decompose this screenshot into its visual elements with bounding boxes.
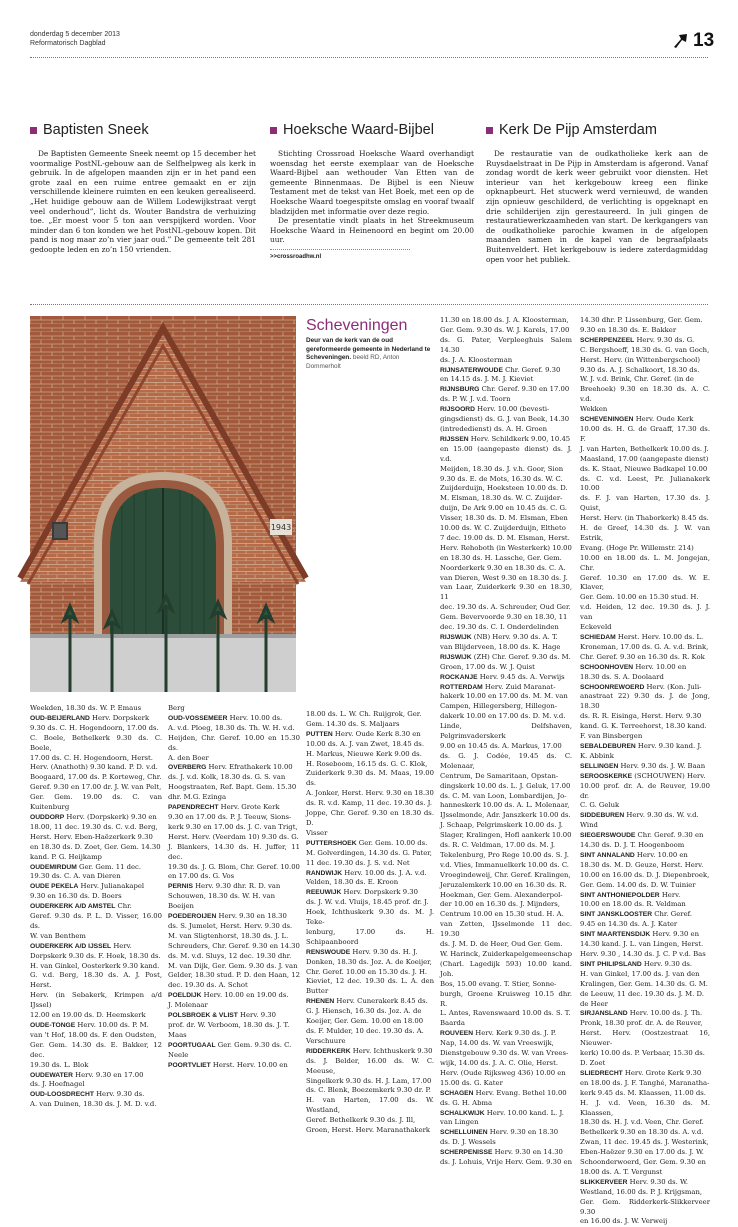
bullet-square-icon xyxy=(270,127,277,134)
listing-line: ds. K. Staat, Nieuwe Badkapel 10.00 xyxy=(580,464,708,473)
listing-line: Ger. Gem. 14.00 ds. D. W. Tuinier xyxy=(580,880,696,889)
listing-line: (intrededienst) ds. A. H. Groen xyxy=(440,424,548,433)
listing-line: ds. R. v.d. Kamp, 11 dec. 19.30 ds. J. xyxy=(306,799,433,808)
listing-line: C. G. Geluk xyxy=(580,801,620,810)
listing-line: POORTVLIET Herst. Herv. 10.00 en xyxy=(168,1060,288,1069)
listing-column-2b xyxy=(306,710,434,1135)
listing-line: Herst. Herv. (Oostzestraat 16, Nieuwer- xyxy=(580,1029,710,1048)
paper-name: Reformatorisch Dagblad xyxy=(30,40,106,47)
listing-line: OUDEWATER Herv. 9.30 en 17.00 xyxy=(30,1070,144,1079)
listing-line: REEUWIJK Herv. Dorpskerk 9.30 xyxy=(306,888,418,897)
listing-line: dhr. M.G. Ezinga xyxy=(168,793,227,802)
listing-line: PAPENDRECHT Herv. Grote Kerk xyxy=(168,803,280,812)
listing-line: 15.00 ds. G. Kater xyxy=(440,1078,503,1087)
listing-line: SINT MAARTENSDIJK Herv. 9.30 en xyxy=(580,930,699,939)
listing-line: SCHAGEN Herv. Evang. Bethel 10.00 xyxy=(440,1088,567,1097)
listing-line: Velden, 18.30 ds. E. Kroon xyxy=(306,878,399,887)
listing-line: Herst. Herv. Eben-Haëzerkerk 9.30 xyxy=(30,832,153,841)
article-link[interactable]: >>crossroadhw.nl xyxy=(270,249,410,263)
listing-line: 18.30 ds. S. A. Doolaard xyxy=(580,672,664,681)
listing-line: ROUVEEN Herv. Kerk 9.30 ds. J. P. xyxy=(440,1029,557,1038)
divider xyxy=(30,57,708,58)
listing-line: M. Elsman, 18.30 ds. W. C. Zuijder- xyxy=(440,494,563,503)
listing-line: Linde, Delfshaven, Pelgrimvaderskerk xyxy=(440,722,572,741)
listing-line: Jeruzalemkerk 10.00 en 16.30 ds. R. xyxy=(440,880,567,889)
listing-line: van Lingen xyxy=(440,1118,479,1127)
listing-line: ds. J. Lohuis, Vrije Herv. Gem. 9.30 en xyxy=(440,1158,573,1167)
listing-line: H. van Harten, 17.00 ds. W. Westland, xyxy=(306,1096,434,1115)
bullet-square-icon xyxy=(486,127,493,134)
divider xyxy=(30,304,708,305)
listing-line: ds. G. J. Codée, 19.45 ds. C. Molenaar, xyxy=(440,751,572,770)
listing-line: wijk, 14.00 ds. J. A. C. Olie, Herst. xyxy=(440,1058,558,1067)
feature-title: Scheveningen xyxy=(306,317,408,334)
listing-line: Zuiderkerk 9.30 ds. M. Maas, 19.00 ds. xyxy=(306,769,434,788)
listing-line: L. Antes, Ravenswaard 10.00 ds. S. T. xyxy=(440,1009,571,1018)
listing-line: OUDERKERK A/D IJSSEL Herv. xyxy=(30,941,132,950)
listing-line: ds. G. Pater, Verpleeghuis Salem 14.30 xyxy=(440,335,572,354)
listing-line: H. Roseboom, 16.15 ds. G. C. Klok, xyxy=(306,759,428,768)
listing-line: 19.30 ds. L. Blok xyxy=(30,1060,89,1069)
listing-line: ds. F. Mulder, 10 dec. 19.30 ds. A. xyxy=(306,1027,424,1035)
listing-line: ds. G. H. Abma xyxy=(440,1098,493,1107)
listing-line: ds. F. J. van Harten, 17.30 ds. J. Quist, xyxy=(580,494,710,513)
listing-line: Schreuders, Chr. Geref. 9.30 en 14.30 xyxy=(168,941,300,950)
listing-line: Kieviet, 12 dec. 19.30 ds. L. A. den Butter xyxy=(306,977,434,996)
listing-line: dec. 19.30 ds. A. Schot xyxy=(168,981,248,990)
article-title: Hoeksche Waard-Bijbel xyxy=(270,120,474,140)
article-paragraph: De restauratie van de oudkatholieke kerk aan de Ruysdaelstraat in De Pijp in Amsterdam is afgerond. Vanaf zondag wordt de kerk weer gebruikt voor diensten. Het interieur van het kerkgebouw kreeg een flinke opknapbeurt. Het stucwerk werd vernieuwd, de wanden zijn opnieuw geschilderd, de verlichting is opgeknapt en drie schilderijen zijn gerestaureerd. In juli gingen de restauratiewerkzaamheden van start. De kerkgangers van de oudkatholieke parochie kwamen in de afgelopen maanden samen in de kapel van de begraafplaats Buitenveldert. Het kerkgebouw is iedere zaterdagmiddag open voor het publiek. xyxy=(486,149,708,264)
listing-line: Gelder, 18.30 stud. P. D. den Haan, 12 xyxy=(168,971,300,980)
listing-line: kand. P. G. Heijkamp xyxy=(30,852,102,861)
listing-line: (Charl. Lagedijk 593) 10.00 kand. Joh. xyxy=(440,959,572,978)
listing-line: H. van Ginkel, Oosterkerk 9.30 kand. xyxy=(30,961,160,970)
listing-line: G. v.d. Berg, 18.30 ds. A. J. Post, Herst. xyxy=(30,971,162,990)
listing-line: A. van Duinen, 18.30 ds. J. M. D. v.d. xyxy=(30,1100,157,1109)
listing-line: 9.30 ds. C. H. Hogendoorn, 17.00 ds. xyxy=(30,723,159,732)
listing-line: H. de Greef, 14.30 ds. J. W. van Estrik, xyxy=(580,524,710,542)
listing-line: 10.00 prof. dr. A. de Reuver, 19.00 dr. xyxy=(580,781,710,800)
listing-line: 18.30 ds. M. D. Geuze, Herst. Herv. xyxy=(580,860,704,869)
listing-line: Herv. (in Sebakerk, Krimpen a/d IJssel) xyxy=(30,991,162,1010)
listing-line: Wind xyxy=(580,821,598,830)
listing-line: Geref. Bethelkerk 9.30 ds. J. Ill, xyxy=(306,1116,416,1125)
listing-line: en 18.00 ds. J. F. Tanghé, Maranatha- xyxy=(580,1078,710,1087)
listing-line: Schoonderwoerd, Ger. Gem. 9.30 en xyxy=(580,1158,706,1167)
listing-line: C. Boele, Bethelkerk 9.30 ds. C. Boele, xyxy=(30,733,162,752)
listing-line: Gem. Bevervoorde 9.30 en 18.30, 11 xyxy=(440,613,568,622)
listing-line: 10.00 en 18.00 ds. R. Veldman xyxy=(580,900,686,909)
listing-line: 14.30 dhr. P. Lissenburg, Ger. Gem. xyxy=(580,316,703,324)
listing-line: ds. C. Blenk, Boezemkerk 9.30 dr. P. xyxy=(306,1086,431,1095)
listing-line: G. J. Hiensch, 16.30 ds. Joz. A. de xyxy=(306,1007,422,1016)
listing-line: Herv. Rehoboth (in Westerkerk) 10.00 xyxy=(440,543,572,552)
listing-line: RIJSSEN Herv. Schildkerk 9.00, 10.45 xyxy=(440,434,571,443)
listing-line: SCHELLUINEN Herv. 9.30 en 18.30 xyxy=(440,1128,559,1137)
bullet-square-icon xyxy=(30,127,37,134)
listing-column-4 xyxy=(580,316,710,1226)
listing-line: 10.00 ds. W. C. Zuijderduijn, Elthetо xyxy=(440,524,566,533)
listing-line: RIJSWIJK (ZH) Chr. Geref. 9.30 ds. M. xyxy=(440,652,571,661)
listing-line: der 10.00 en 16.30 ds. J. Mijnders, xyxy=(440,900,560,909)
listing-line: 10.00 ds. H. G. de Graaff, 17.30 ds. F. xyxy=(580,424,710,443)
listing-line: Eben-Haëzer 9.30 en 17.00 ds. J. W. xyxy=(580,1148,704,1157)
listing-line: van Laar, Zuiderkerk 9.30 en 18.30, 11 xyxy=(440,583,572,602)
listing-line: 17.00 ds. C. H. Hogendoorn, Herst. xyxy=(30,753,153,762)
issue-date: donderdag 5 december 2013 xyxy=(30,31,120,38)
listing-line: POELDIJK Herv. 10.00 en 19.00 ds. xyxy=(168,991,289,1000)
listing-line: PUTTERSHOEK Ger. Gem. 10.00 ds. xyxy=(306,838,428,847)
listing-line: Herst. Herv. (in Thaborkerk) 8.45 ds. xyxy=(580,514,709,523)
listing-line: SCHEVENINGEN Herv. Oude Kerk xyxy=(580,415,694,424)
listing-line: Maasland, 17.00 (aangepaste dienst) xyxy=(580,454,709,463)
listing-line: anastraat 22) 9.30 ds. J. de Jong, 18.30 xyxy=(580,692,710,711)
listing-line: hanneskerk 10.00 ds. A. L. Molenaar, xyxy=(440,801,570,810)
listing-line: ds. J. v.d. Kolk, 18.30 ds. G. S. van xyxy=(168,773,286,782)
listing-line: D. Zoet xyxy=(580,1058,606,1067)
listing-line: en 18.30 ds. H. Lassche, Ger. Gem. xyxy=(440,553,562,562)
listing-line: H. J. v.d. Veen, 16.30 ds. M. Klaassen, xyxy=(580,1098,710,1117)
listing-line: POEDEROIJEN Herv. 9.30 en 18.30 xyxy=(168,912,287,921)
listing-line: RHENEN Herv. Cunerakerk 8.45 ds. xyxy=(306,997,428,1006)
listing-line: OUD-VOSSEMEER Herv. 10.00 ds. xyxy=(168,713,283,722)
church-door-photo xyxy=(30,316,296,692)
listing-line: Weekden, 18.30 ds. W. P. Emaus xyxy=(30,704,142,712)
listing-line: ds. R. R. Eisinga, Herst. Herv. 9.30 xyxy=(580,712,702,721)
listing-line: RIJSOORD Herv. 10.00 (bevesti- xyxy=(440,405,550,414)
listing-line: Noorderkerk 9.30 en 18.30 ds. C. A. xyxy=(440,563,566,572)
listing-line: PUTTEN Herv. Oude Kerk 8.30 en xyxy=(306,729,421,738)
listing-line: kerk 9.45 ds. M. Klaassen, 11.00 ds. xyxy=(580,1088,706,1097)
listing-column-3 xyxy=(440,316,573,1167)
listing-line: lenburg, 17.00 ds. H. Schipaanboord xyxy=(306,927,434,946)
listing-line: OUDDORP Herv. (Dorpskerk) 9.30 en xyxy=(30,812,157,821)
listing-line: Hoogstraaten, Ref. Bapt. Gem. 15.30 xyxy=(168,783,297,792)
listing-line: de Leeuw, 11 dec. 19.30 ds. J. M. D. xyxy=(580,989,704,998)
listing-line: RIJNSBURG Chr. Geref. 9.30 en 17.00 xyxy=(440,385,570,394)
listing-line: J. Molenaar xyxy=(168,1001,208,1010)
listing-line: Joppe, Chr. Geref. 9.30 en 18.30 ds. D. xyxy=(306,809,434,827)
listing-line: Herst. Herv. (Veerdam 10) 9.30 ds. G. xyxy=(168,832,299,841)
listing-line: Centrum, De Samaritaan, Opstan- xyxy=(440,771,559,780)
listing-line: SINT ANNALAND Herv. 10.00 en xyxy=(580,850,688,859)
listing-line: Slager, Kralingen, Hofl aankerk 10.00 xyxy=(440,831,572,840)
listing-line: 18.00, 11 dec. 19.30 ds. C. v.d. Berg, xyxy=(30,822,158,831)
listing-line: SIRJANSLAND Herv. 10.00 ds. J. Th. xyxy=(580,1009,703,1018)
listing-line: Hoekman, Ger. Gem. Alexanderpol- xyxy=(440,890,563,899)
listing-line: M. van Dijk, Ger. Gem. 9.30 ds. J. van xyxy=(168,961,298,970)
photo-credit: beeld RD, Anton Dommerholt xyxy=(306,354,400,370)
listing-line: POLSBROEK & VLIST Herv. 9.30 xyxy=(168,1011,276,1020)
listing-line: F. van Binsbergen xyxy=(580,732,643,741)
photo-caption xyxy=(306,337,433,371)
listing-line: J. Blankers, 14.30 ds. H. Juffer, 11 dec. xyxy=(168,842,300,861)
listing-line: van 't Hof, 18.00 ds. F. den Oudsten, xyxy=(30,1030,157,1039)
listing-line: 9.00 en 10.45 ds. A. Markus, 17.00 xyxy=(440,741,562,750)
listing-line: C. Bergshoeff, 18.30 ds. G. van Goch, xyxy=(580,345,710,354)
listing-line: Geref. 10.30 en 17.00 ds. W. E. Klaver, xyxy=(580,573,710,592)
listing-line: Neele xyxy=(168,1050,189,1059)
listing-line: Geref. 9.30 ds. P. L. D. Visser, 16.00 ds. xyxy=(30,912,162,930)
listing-line: A. v.d. Ploeg, 18.30 ds. Th. W. H. v.d. xyxy=(168,723,295,732)
listing-line: Visser, 18.30 ds. D. M. Elsman, Eben xyxy=(440,514,568,523)
listing-line: OVERBERG Herv. Efrathakerk 10.00 xyxy=(168,763,293,772)
listing-column-2 xyxy=(168,704,300,1069)
listing-line: SIDDEBUREN Herv. 9.30 ds. W. v.d. xyxy=(580,811,699,820)
listing-line: en 15.00 (aangepaste dienst) ds. J. v.d. xyxy=(440,444,572,463)
listing-line: v.d. Heiden, 12 dec. 19.30 ds. J. J. van xyxy=(580,603,710,622)
listing-line: Ger. Gem. 14.30 ds. E. Bakker, 12 dec. xyxy=(30,1040,162,1059)
listing-line: ds. R. C. Veldman, 17.00 ds. M. J. xyxy=(440,841,556,850)
listing-line: SINT ANTHONIEPOLDER Herv. xyxy=(580,890,681,899)
listing-line: Herv. (Anathoth) 9.30 kand. P. D. v.d. xyxy=(30,763,158,772)
listing-line: 9.30 en 16.30 ds. D. Boers xyxy=(30,892,122,901)
listing-line: SINT PHILIPSLAND Herv. 9.30 ds. xyxy=(580,959,693,968)
listing-line: J. van Harten, Bethelkerk 10.00 ds. J. xyxy=(580,444,709,453)
listing-line: Dorpskerk 9.30 ds. F. Hoek, 18.30 ds. xyxy=(30,951,161,960)
listing-line: H. van Ginkel, 17.00 ds. J. van den xyxy=(580,969,700,978)
listing-line: Herv. 9.30 , 14.30 ds. J. C. P v.d. Bas xyxy=(580,950,706,958)
listing-line: OUDEMIRDUM Ger. Gem. 11 dec. xyxy=(30,862,142,871)
page-header xyxy=(30,30,120,48)
listing-line: Ger. Gem. 19.00 ds. C. van Kuitenburg xyxy=(30,793,162,812)
listing-line: J. Schaap, Pelgrimskerk 10.00 ds. J. xyxy=(440,821,563,830)
listing-line: ds. J. M. D. de Heer, Oud Ger. Gem. xyxy=(440,940,563,949)
listing-line: 12.00 en 19.00 ds. D. Heemskerk xyxy=(30,1011,146,1020)
listing-line: OUD-LOOSDRECHT Herv. 9.30 ds. xyxy=(30,1090,145,1099)
listing-line: dingskerk 10.00 ds. L. J. Geluk, 17.00 xyxy=(440,781,571,790)
listing-line: kerk 9.30 en 17.00 ds. J. C. van Trigt, xyxy=(168,822,298,831)
listing-line: van Dieren, West 9.30 en 18.30 ds. J. xyxy=(440,573,568,582)
listing-line: A. Jonker, Herst. Herv. 9.30 en 18.30 xyxy=(306,789,434,798)
listing-line: Koeijer, Ger. Gem. 10.00 en 18.00 xyxy=(306,1017,424,1026)
listing-line: Verschuure xyxy=(306,1036,346,1045)
listing-line: Groen, 17.00 ds. W. J. Quist xyxy=(440,662,535,671)
listing-line: POORTUGAAL Ger. Gem. 9.30 ds. C. xyxy=(168,1040,292,1049)
listing-line: Kralingen, Ger. Gem. 14.30 ds. G. M. xyxy=(580,979,708,988)
listing-line: dakerk 10.00 en 17.00 ds. D. M. v.d. xyxy=(440,712,566,721)
listing-line: Herv. (Oude Rijksweg 436) 10.00 en xyxy=(440,1068,566,1077)
listing-line: Zwan, 11 dec. 19.45 ds. J. Westerink, xyxy=(580,1138,709,1147)
listing-line: Chr. Geref. 10.00 en 15.30 ds. J. H. xyxy=(306,967,428,976)
listing-line: SCHOONHOVEN Herv. 10.00 en xyxy=(580,662,687,671)
listing-line: A. den Boer xyxy=(168,753,209,762)
listing-line: gingsdienst) ds. G. J. van Beek, 14.30 xyxy=(440,415,570,424)
listing-line: OUD-BEIJERLAND Herv. Dorpskerk xyxy=(30,713,150,722)
listing-line: Herst. Herv. (in Wittenbergschool) xyxy=(580,355,701,364)
listing-line: Campen, Hillegersberg, Hillegon- xyxy=(440,702,558,711)
listing-line: Westland, 16.00 ds. P. J. Krijgsman, xyxy=(580,1187,703,1196)
listing-line: RIDDERKERK Herv. Ichthuskerk 9.30 xyxy=(306,1046,433,1055)
listing-line: Donken, 18.30 ds. Joz. A. de Koeijer, xyxy=(306,957,432,966)
listing-line: SCHIEDAM Herst. Herv. 10.00 ds. L. xyxy=(580,633,704,641)
listing-line: hakerk 10.00 en 17.00 ds. M. M. van xyxy=(440,692,568,701)
listing-line: Breehoek) 9.30 en 18.30 ds. A. C. v.d. xyxy=(580,385,710,404)
article-hoeksche-waard-bijbel xyxy=(270,120,474,263)
listing-column-1 xyxy=(30,704,162,1109)
article-paragraph: De Baptisten Gemeente Sneek neemt op 15 december het voormalige PostNL-gebouw aan de Selfhelpweg als kerk in gebruik. In de afgelopen maanden zijn er in het pand een grote zaal en een ruime entree gemaakt en er zijn verschillende kleinere ruimten en een keuken gerealiseerd. „Het huidige gebouw aan de Willem Lodewijkstraat vergt veel onderhoud”, licht ds. Wouter Bandstra de verhuizing toe. „Er moest voor 5 ton aan verspijkerd worden. Voor minder dan 6 ton konden we het PostNL-gebouw kopen. Dit pand is nog maar zo’n vier jaar oud.” De gemeente telt 281 gedoopte leden en zo’n 150 vrienden. xyxy=(30,149,256,254)
listing-line: M. van Sligtenhorst, 18.30 ds. J. L. xyxy=(168,931,289,940)
listing-line: 18.30 ds. H. J. v.d. Veen, Chr. Geref. xyxy=(580,1118,704,1127)
rd-logo-icon xyxy=(671,32,689,50)
listing-line: RANDWIJK Herv. 10.00 ds. J. A. v.d. xyxy=(306,868,427,877)
listing-line: SINT JANSKLOOSTER Chr. Geref. xyxy=(580,910,693,919)
feature-header xyxy=(306,317,433,371)
page-number: 13 xyxy=(693,30,715,51)
listing-line: 10.00 en 18.00 ds. L. M. Jongejan, Chr. xyxy=(580,553,710,572)
listing-line: RENSWOUDE Herv. 9.30 ds. H. J. xyxy=(306,947,418,956)
listing-line: ds. J. W. v.d. Vluijs, 18.45 prof. dr. J. xyxy=(306,898,429,907)
listing-line: van Zetten, IJsselmonde 11 dec. 19.30 xyxy=(440,920,572,939)
listing-line: 10.00 ds. A. J. van Zwet, 18.45 ds. xyxy=(306,739,424,748)
listing-line: en 17.00 ds. G. Vos xyxy=(168,872,235,881)
listing-line: ds. C. M. van Loon, Lombardijen, Jo- xyxy=(440,791,567,800)
listing-line: Pronk, 18.30 prof. dr. A. de Reuver, xyxy=(580,1019,703,1028)
listing-line: ds. P. W. J. v.d. Toorn xyxy=(440,395,511,404)
listing-line: K. Abbink xyxy=(580,751,614,760)
listing-line: 19.30 ds. C. A. van Dieren xyxy=(30,872,121,881)
listing-line: W. van Benthem xyxy=(30,931,86,940)
listing-line: Hoek, Ichthuskerk 9.30 ds. M. J. Teke- xyxy=(306,908,434,927)
listing-line: Gem. 14.30 ds. S. Maljaars xyxy=(306,719,400,728)
listing-line: Groen, Herst. Herv. Maranathakerk xyxy=(306,1126,431,1135)
article-paragraph: Stichting Crossroad Hoeksche Waard overhandigt woensdag het eerste exemplaar van de Hoeksche Waard-Bijbel aan wethouder Van Etten van de gemeente Binnenmaas. De Bijbel is een Nieuw Testament met de tekst van Het Boek, met een op de Hoeksche Waard toegespitste omslag en vooraf twaalf bladzijden met informatie over deze regio. xyxy=(270,149,474,216)
listing-line: 9.30 en 17.00 ds. P. J. Teeuw, Sions- xyxy=(168,812,292,821)
listing-line: SCHALKWIJK Herv. 10.00 kand. L. J. xyxy=(440,1108,564,1117)
listing-line: SLIKKERVEER Herv. 9.30 ds. W. xyxy=(580,1177,688,1186)
listing-line: SEBALDEBUREN Herv. 9.30 kand. J. xyxy=(580,741,702,750)
listing-line: SLIEDRECHT Herv. Grote Kerk 9.30 xyxy=(580,1068,702,1077)
listing-line: en 16.00 ds. J. W. Verweij xyxy=(580,1217,668,1226)
listing-line: Zuijderduijn, Hoeksteen 10.00 ds. D. xyxy=(440,484,568,493)
article-paragraph: De presentatie vindt plaats in het Streekmuseum Hoeksche Waard in Heinenoord en begint om 20.00 uur. xyxy=(270,216,474,245)
listing-line: en 18.30 ds. D. Zoet, Ger. Gem. 14.30 xyxy=(30,842,161,851)
listing-line: SEROOSKERKE (SCHOUWEN) Herv. xyxy=(580,771,706,780)
listing-line: 9.30 en 18.30 ds. E. Bakker xyxy=(580,325,677,334)
listing-line: 9.30 ds. E. de Mots, 16.30 ds. W. C. xyxy=(440,474,563,483)
listing-line: 9.30 ds. A. J. Schalkoort, 18.30 ds. xyxy=(580,365,700,374)
listing-line: W. J. v.d. Brink, Chr. Geref. (in de xyxy=(580,375,694,384)
listing-line: 18.00 ds. A. T. Vergunst xyxy=(580,1167,663,1176)
listing-line: 11 dec. 19.30 ds. J. S. v.d. Net xyxy=(306,858,410,867)
listing-line: OUDE PEKELA Herv. Julianakapel xyxy=(30,882,145,891)
listing-line: OUDERKERK A/D AMSTEL Chr. xyxy=(30,902,132,911)
listing-line: Wekken xyxy=(580,405,608,414)
listing-line: Kroneman, 17.00 ds. G. A. v.d. Brink, xyxy=(580,642,709,651)
listing-line: ds. J. Hoefnagel xyxy=(30,1080,85,1089)
listing-line: RIJSWIJK (NB) Herv. 9.30 ds. A. T. xyxy=(440,633,558,641)
listing-line: Evang. (Hoge Pr. Willemstr. 214) xyxy=(580,543,694,552)
listing-line: Bos, 15.00 evang. T. Stier, Sonne- xyxy=(440,979,557,988)
listing-line: ds. J. A. Kloosterman xyxy=(440,355,513,364)
listing-line: v.d. Vlies, Immanuelkerk 10.00 ds. C. xyxy=(440,860,569,869)
listing-line: ds. C. v.d. Leest, Pr. Julianakerk 10.00 xyxy=(580,474,710,493)
listing-line: RIJNSATERWOUDE Chr. Geref. 9.30 xyxy=(440,365,561,374)
listing-line: Ger. Gem. Ridderkerk-Slikkerveer 9.30 xyxy=(580,1197,710,1216)
listing-line: 9.45 en 14.30 ds. A. J. Kater xyxy=(580,920,678,929)
listing-line: 10.00 en 16.00 ds. D. J. Diepenbroek, xyxy=(580,870,710,879)
listing-line: dec. 19.30 ds. C. I. Onderdelinden xyxy=(440,623,559,632)
listing-line: SIEGERSWOUDE Chr. Geref. 9.30 en xyxy=(580,831,704,840)
listing-line: Meijden, 18.30 ds. J. v.h. Goor, Sion xyxy=(440,464,564,473)
listing-line: W. Harinck, Zuiderkapelgemeenschap xyxy=(440,950,572,958)
listing-line: en 14.15 ds. J. M. J. Kieviet xyxy=(440,375,534,384)
listing-line: kerk) 10.00 ds. P. Verbaar, 15.30 ds. xyxy=(580,1049,705,1058)
listing-line: Boogaard, 17.00 ds. P. Korteweg, Chr. xyxy=(30,773,162,782)
listing-line: 7 dec. 19.00 ds. D. M. Elsman, Herst. xyxy=(440,533,570,542)
listing-line: Eckeveld xyxy=(580,623,612,632)
listing-line: Dienstgebouw 9.30 ds. W. van Vrees- xyxy=(440,1049,569,1058)
listing-line: Vroegindeweij, Chr. Geref. Kralingen, xyxy=(440,870,571,879)
listing-line: ds. D. J. Wessels xyxy=(440,1138,496,1147)
listing-line: PERNIS Herv. 9.30 dhr. R. D. van xyxy=(168,882,281,891)
listing-line: dec. 19.30 ds. A. Schreuder, Oud Ger. xyxy=(440,603,571,612)
listing-line: ROCKANJE Herv. 9.45 ds. A. Verwijs xyxy=(440,672,565,681)
listing-line: Nap, 14.00 ds. W. van Vreeswijk, xyxy=(440,1039,554,1048)
listing-line: van Blijderveen, 18.00 ds. K. Hage xyxy=(440,642,561,651)
listing-line: Chr. Geref. 9.30 en 16.30 ds. R. Kok xyxy=(580,652,705,661)
listing-line: Baarda xyxy=(440,1019,465,1028)
listing-line: Tekelenburg, Pro Rege 10.00 ds. S. J. xyxy=(440,850,569,859)
listing-line: ds. J. Belder, 16.00 ds. W. C. Meeuse, xyxy=(306,1056,434,1075)
listing-line: ds. S. Jumelet, Herst. Herv. 9.30 ds. xyxy=(168,921,293,930)
listing-line: kand. G. K. Terreehorst, 18.30 kand. xyxy=(580,722,707,731)
listing-line: Geref. 9.30 en 17.00 dr. J. W. van Pelt, xyxy=(30,783,162,792)
listing-line: ds. M. v.d. Sluys, 12 dec. 19.30 dhr. xyxy=(168,951,292,960)
listing-line: M. Golverdingen, 14.30 ds. G. Pater, xyxy=(306,848,432,857)
plaque-number: 1943 xyxy=(270,523,292,532)
listing-line: 11.30 en 18.00 ds. J. A. Kloosterman, xyxy=(440,316,569,324)
listing-line: OUDE-TONGE Herv. 10.00 ds. P. M. xyxy=(30,1021,149,1029)
listing-line: Visser xyxy=(306,828,328,837)
listing-line: Maas xyxy=(168,1030,187,1039)
listing-line: duijn, De Ark 9.00 en 10.45 ds. C. G. xyxy=(440,504,567,513)
listing-line: 14.30 ds. D. J. T. Hoogenboom xyxy=(580,841,685,850)
article-baptisten-sneek xyxy=(30,120,256,255)
listing-line: Berg xyxy=(168,704,185,712)
listing-line: 19.30 ds. J. G. Blom, Chr. Geref. 10.00 xyxy=(168,862,300,871)
listing-line: Schouwen, 18.30 ds. W. H. van xyxy=(168,892,275,901)
listing-line: prof. dr. W. Verboom, 18.30 ds. J. T. xyxy=(168,1021,290,1029)
article-title: Baptisten Sneek xyxy=(30,120,256,140)
listing-line: SCHOONREWOERD Herv. (Kon. Juli- xyxy=(580,682,702,691)
caption-text: Deur van de kerk van de oud gereformeerde gemeente in Nederland te Scheveningen. xyxy=(306,337,431,361)
listing-line: SCHERPENISSE Herv. 9.30 en 14.30 xyxy=(440,1148,563,1157)
listing-line: Centrum 10.00 en 15.30 stud. H. A. xyxy=(440,910,564,919)
listing-line: de Heer xyxy=(580,999,608,1008)
listing-line: SCHERPENZEEL Herv. 9.30 ds. G. xyxy=(580,335,695,344)
listing-line: burgh, Groene Kruisweg 10.15 dhr. R. xyxy=(440,989,572,1008)
listing-line: Boeijen xyxy=(168,902,194,911)
listing-line: 14.30 kand. J. L. van Lingen, Herst. xyxy=(580,940,704,949)
article-kerk-de-pijp xyxy=(486,120,708,264)
listing-line: IJsselmonde, Adr. Janszkerk 10.00 ds. xyxy=(440,811,571,820)
listing-line: SELLINGEN Herv. 9.30 ds. J. W. Baan xyxy=(580,761,706,770)
listing-line: ROTTERDAM Herv. Zuid Maranat- xyxy=(440,682,556,691)
listing-line: Heijden, Chr. Geref. 10.00 en 15.30 ds. xyxy=(168,733,300,752)
listing-line: Ger. Gem. 10.00 en 15.30 stud. H. xyxy=(580,593,699,602)
listing-line: Bethelkerk 9.30 en 18.30 ds. A. v.d. xyxy=(580,1128,704,1137)
article-title: Kerk De Pijp Amsterdam xyxy=(486,120,708,140)
listing-line: Singelkerk 9.30 ds. H. J. Lam, 17.00 xyxy=(306,1076,432,1085)
listing-line: 18.00 ds. L. W. Ch. Ruijgrok, Ger. xyxy=(306,710,422,718)
listing-line: H. Markus, Nieuwe Kerk 9.00 ds. xyxy=(306,749,422,758)
listing-line: Ger. Gem. 9.30 ds. W. J. Karels, 17.00 xyxy=(440,325,570,334)
